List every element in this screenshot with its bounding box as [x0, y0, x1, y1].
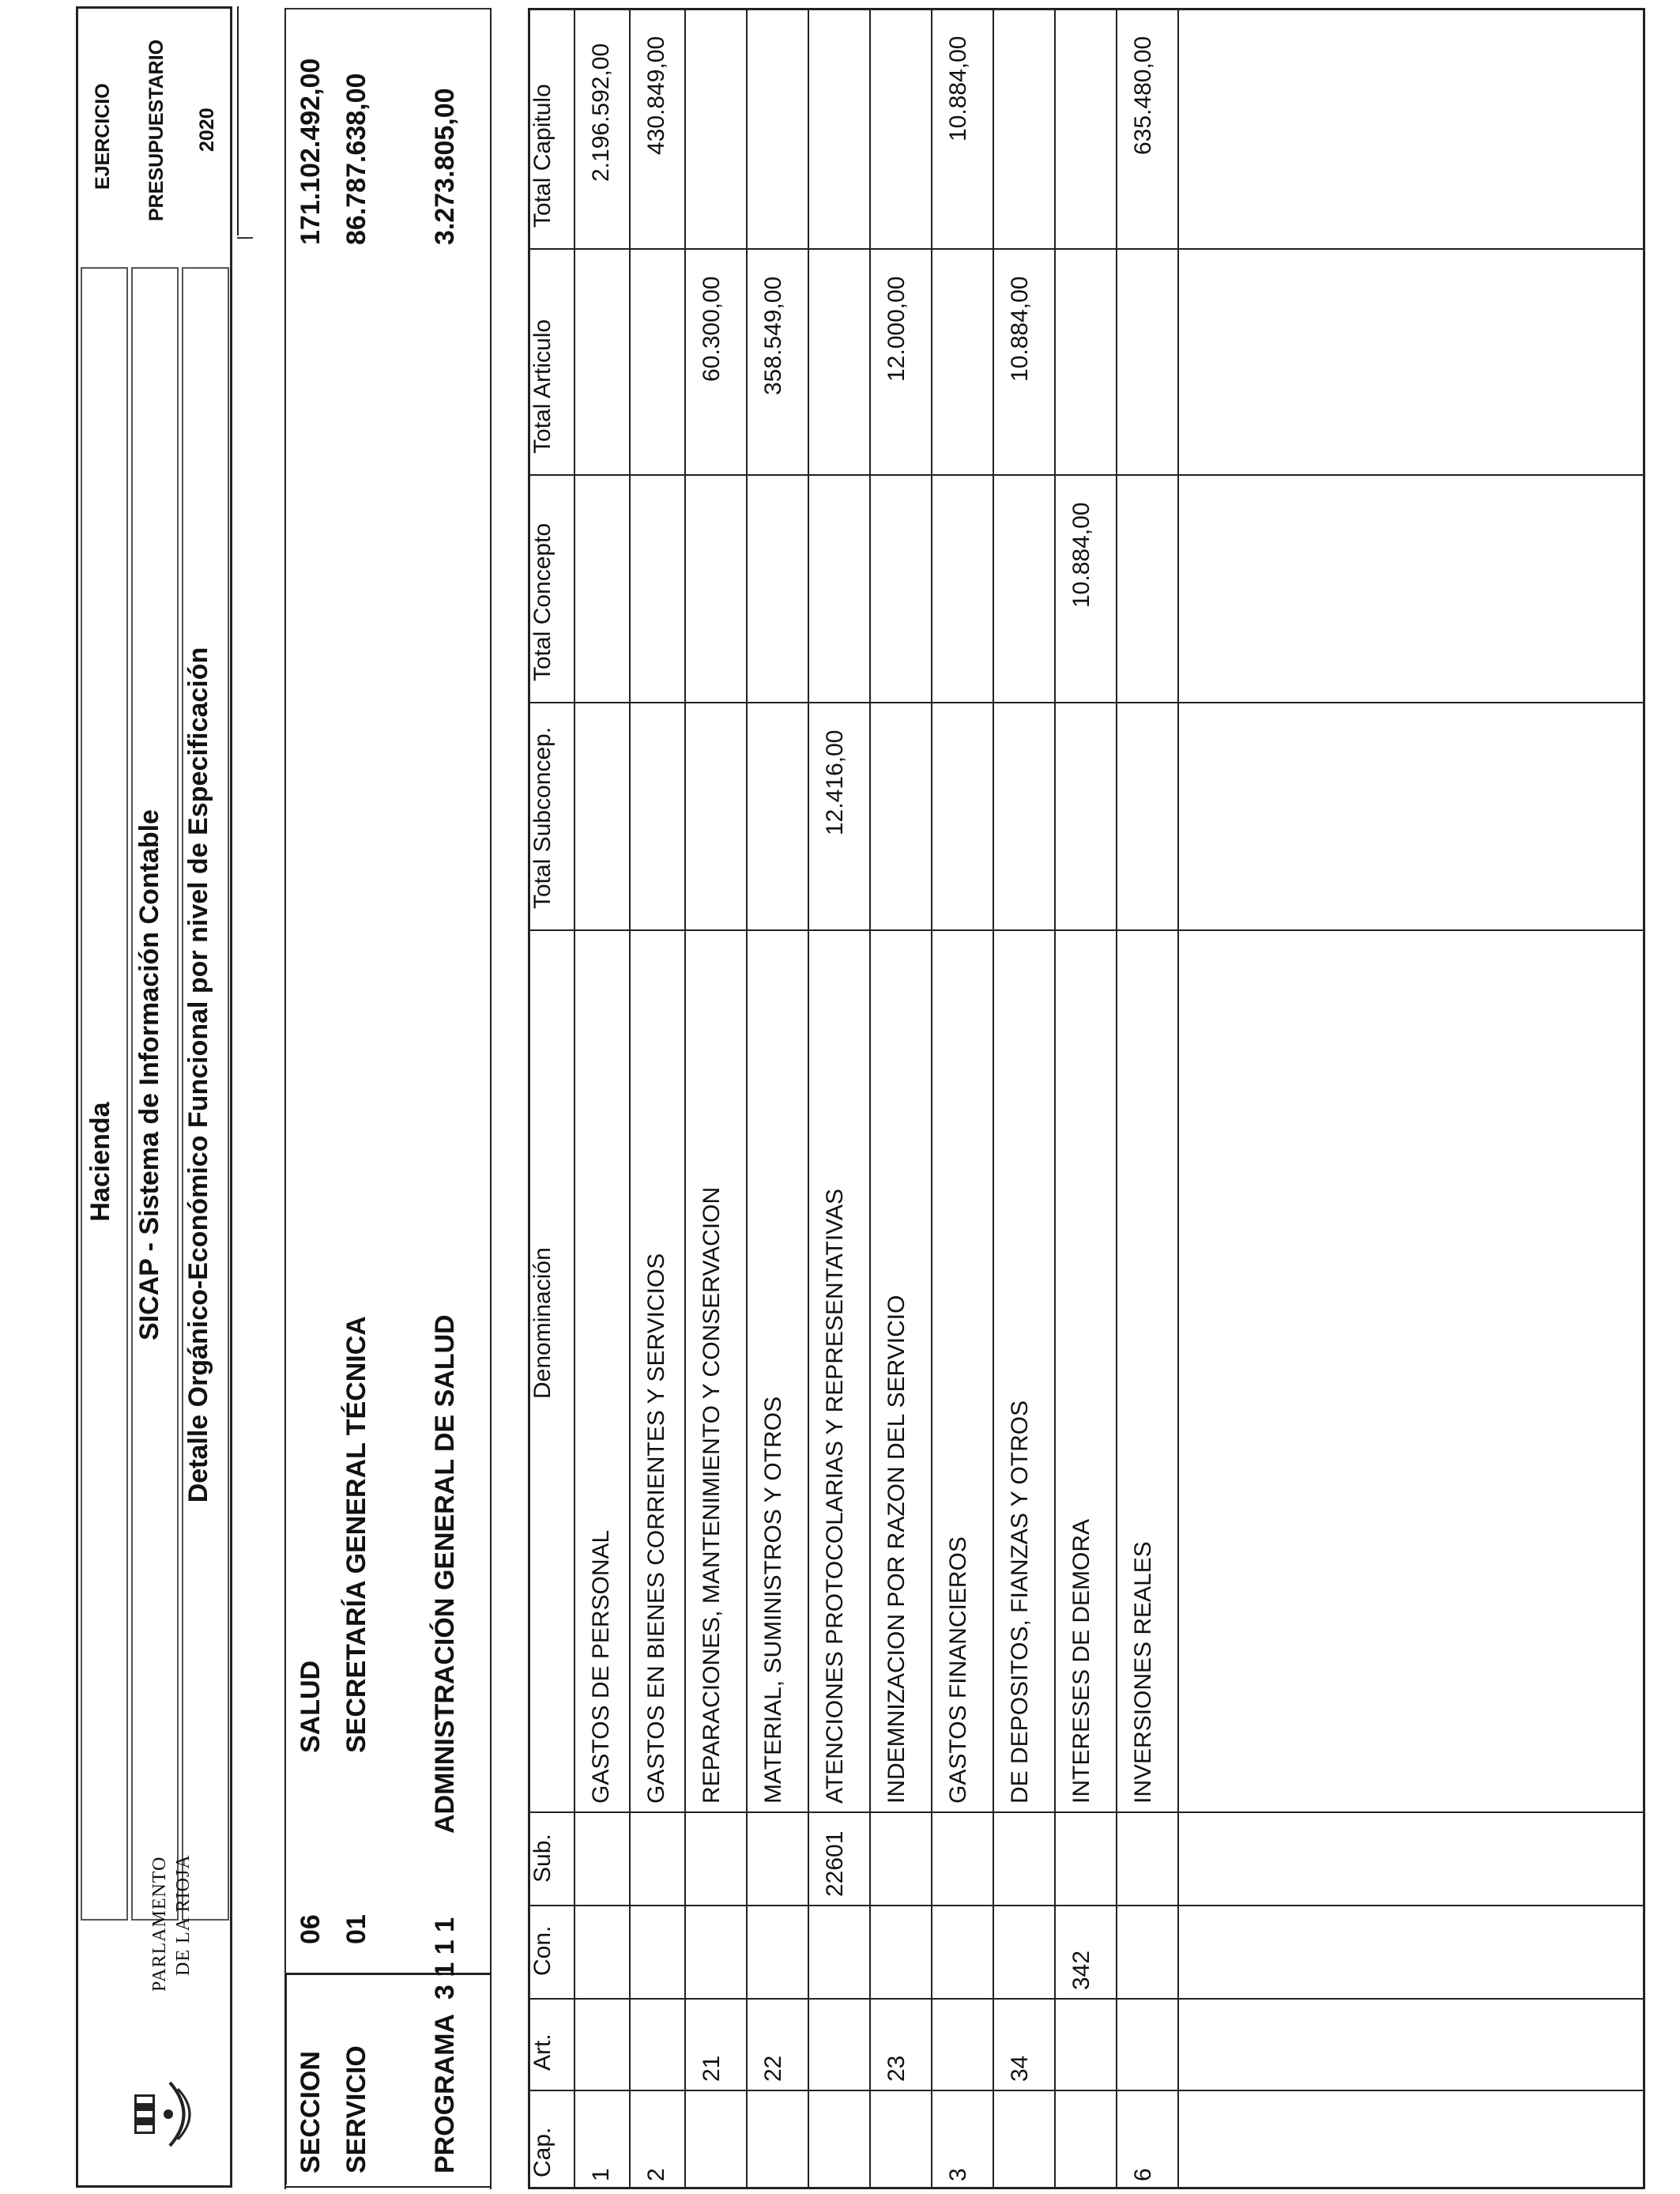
table-col-separator: [528, 1905, 1645, 1906]
table-col-separator: [528, 2090, 1645, 2091]
table-cell-tsub: 12.416,00: [822, 729, 848, 835]
seccion-code: 06: [296, 1914, 326, 1944]
table-cell-cap: 1: [588, 2168, 614, 2181]
col-head-tcon: Total Concepto: [529, 522, 556, 681]
header-divider-right: [237, 6, 239, 236]
table-cell-tart: 358.549,00: [760, 276, 786, 395]
table-row-separator: [993, 8, 994, 2189]
org-box-left-edge: [284, 8, 286, 2189]
servicio-label: SERVICIO: [341, 2045, 371, 2173]
col-head-con: Con.: [529, 1925, 556, 1976]
table-cell-den: GASTOS FINANCIEROS: [945, 1536, 971, 1804]
table-cell-den: GASTOS DE PERSONAL: [588, 1529, 614, 1804]
header-title-sicap: SICAP - Sistema de Información Contable: [134, 809, 164, 1340]
col-head-den: Denominación: [529, 1247, 556, 1399]
table-cell-art: 21: [699, 2055, 725, 2082]
org-divider-top: [284, 8, 490, 9]
table-cell-cap: 2: [643, 2168, 669, 2181]
programa-name: ADMINISTRACIÓN GENERAL DE SALUD: [430, 1314, 460, 1834]
table-row-separator: [1116, 8, 1117, 2189]
table-row-separator: [808, 8, 809, 2189]
header-title-detalle: Detalle Orgánico-Económico Funcional por nivel de Especificación: [183, 647, 213, 1503]
table-cell-den: MATERIAL, SUMINISTROS Y OTROS: [760, 1396, 786, 1804]
table-cell-cap: 3: [945, 2168, 971, 2181]
logo-text-rioja: DE LA RIOJA: [173, 1854, 194, 1976]
table-cell-art: 34: [1007, 2055, 1033, 2082]
table-row-separator: [931, 8, 932, 2189]
table-cell-tcap: 2.196.592,00: [588, 43, 614, 182]
table-cell-den: INVERSIONES REALES: [1130, 1541, 1156, 1804]
table-cell-den: INTERESES DE DEMORA: [1068, 1518, 1094, 1804]
table-col-separator: [528, 248, 1645, 250]
budget-table: [528, 8, 1645, 2189]
table-cell-tcap: 430.849,00: [643, 36, 669, 155]
seccion-label: SECCION: [296, 2051, 326, 2173]
table-cell-art: 23: [883, 2055, 910, 2082]
title-row-1-box: [81, 267, 128, 1921]
table-col-separator: [528, 474, 1645, 476]
table-cell-cap: 6: [1130, 2168, 1156, 2181]
table-row-separator: [869, 8, 871, 2189]
table-col-separator: [528, 702, 1645, 703]
servicio-amount: 86.787.638,00: [341, 73, 371, 245]
table-cell-tart: 60.300,00: [699, 276, 725, 382]
table-row-separator: [574, 8, 575, 2189]
table-col-separator: [528, 1811, 1645, 1813]
table-row-separator: [746, 8, 748, 2189]
table-cell-den: DE DEPOSITOS, FIANZAS Y OTROS: [1007, 1400, 1033, 1804]
col-head-sub: Sub.: [529, 1834, 556, 1883]
table-row-separator: [629, 8, 631, 2189]
col-head-cap: Cap.: [529, 2127, 556, 2177]
col-head-tsub: Total Subconcep.: [529, 726, 556, 909]
org-box-right-edge: [490, 8, 492, 2189]
table-cell-art: 22: [760, 2055, 786, 2082]
table-cell-tart: 10.884,00: [1007, 276, 1033, 382]
seccion-amount: 171.102.492,00: [296, 58, 326, 245]
table-cell-sub: 22601: [822, 1830, 848, 1897]
servicio-code: 01: [341, 1914, 371, 1944]
programa-label: PROGRAMA: [430, 2013, 460, 2173]
org-box-bottom: [284, 2186, 492, 2188]
programa-code: 3 1 1 1: [430, 1917, 460, 2000]
table-cell-den: INDEMNIZACION POR RAZON DEL SERVICIO: [883, 1295, 910, 1804]
servicio-name: SECRETARÍA GENERAL TÉCNICA: [341, 1316, 371, 1753]
table-row-separator: [684, 8, 686, 2189]
table-cell-tcon: 10.884,00: [1068, 502, 1094, 608]
table-cell-tcap: 10.884,00: [945, 36, 971, 141]
header-title-hacienda: Hacienda: [85, 1102, 115, 1222]
table-row-separator: [1177, 8, 1179, 2189]
col-head-tcap: Total Capitulo: [529, 84, 556, 228]
parlamento-logo-icon: [119, 2071, 213, 2158]
table-col-separator: [528, 929, 1645, 931]
org-box-top-amount: [237, 237, 253, 239]
table-row-separator: [1054, 8, 1056, 2189]
presupuestario-label: PRESUPUESTARIO: [145, 39, 168, 221]
col-head-tart: Total Articulo: [529, 319, 556, 454]
programa-amount: 3.273.805,00: [430, 88, 460, 245]
ejercicio-label: EJERCICIO: [92, 83, 114, 190]
table-cell-den: ATENCIONES PROTOCOLARIAS Y REPRESENTATIVAS: [822, 1189, 848, 1804]
logo-text-parlamento: PARLAMENTO: [149, 1856, 170, 1992]
table-col-separator: [528, 1998, 1645, 2000]
table-cell-den: REPARACIONES, MANTENIMIENTO Y CONSERVACION: [699, 1186, 725, 1804]
table-cell-tcap: 635.480,00: [1130, 36, 1156, 155]
ejercicio-year: 2020: [196, 107, 218, 152]
table-cell-tart: 12.000,00: [883, 276, 910, 382]
col-head-art: Art.: [529, 2034, 556, 2071]
seccion-name: SALUD: [296, 1660, 326, 1753]
table-cell-con: 342: [1068, 1950, 1094, 1990]
table-cell-den: GASTOS EN BIENES CORRIENTES Y SERVICIOS: [643, 1253, 669, 1804]
